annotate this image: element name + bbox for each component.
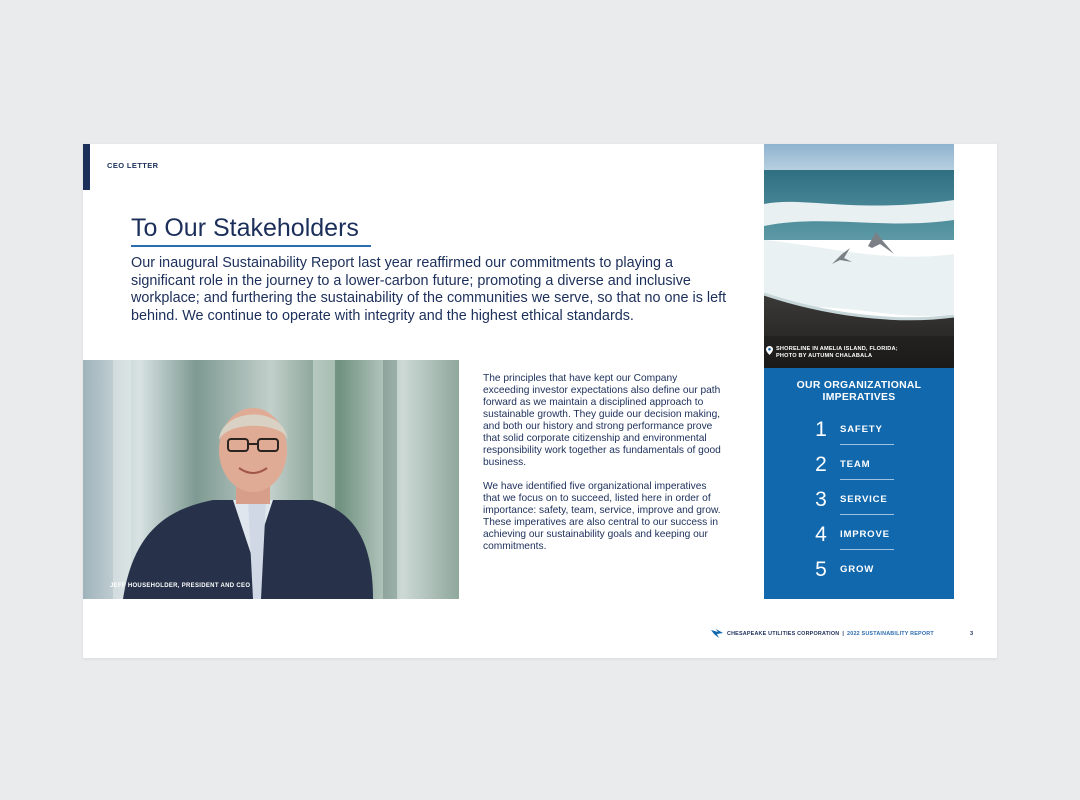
imperative-label: GROW xyxy=(840,564,875,575)
imperative-number: 1 xyxy=(815,418,827,441)
imperative-label: SERVICE xyxy=(840,494,888,505)
location-pin-icon xyxy=(766,346,773,355)
imperative-item xyxy=(814,418,894,453)
imperative-label: IMPROVE xyxy=(840,529,890,540)
title-underline xyxy=(131,245,371,247)
imperative-number: 5 xyxy=(815,558,827,581)
imperative-item xyxy=(814,523,894,558)
imperative-divider xyxy=(840,479,894,480)
shore-caption-line: SHORELINE IN AMELIA ISLAND, FLORIDA; xyxy=(776,346,898,352)
shore-caption-line: PHOTO BY AUTUMN CHALABALA xyxy=(776,353,873,359)
footer-company: CHESAPEAKE UTILITIES CORPORATION xyxy=(727,630,840,637)
imperative-item xyxy=(814,453,894,488)
page-footer xyxy=(711,629,934,638)
report-page xyxy=(83,144,997,658)
imperatives-heading xyxy=(764,380,954,404)
imperatives-heading-line: OUR ORGANIZATIONAL xyxy=(796,380,922,391)
intro-paragraph: Our inaugural Sustainability Report last year reaffirmed our commitments to playing a significant role in the journey to a lower-carbon future; promoting a diverse and inclusive workplace; and furthering the sustainability of the communities we serve, so that no one is left behind. We continue to operate with integrity and the highest ethical standards. xyxy=(131,255,727,324)
imperatives-heading-line: IMPERATIVES xyxy=(822,392,896,403)
body-text xyxy=(483,373,723,565)
shoreline-photo xyxy=(764,144,954,368)
section-label: CEO LETTER xyxy=(107,161,159,170)
section-marker xyxy=(83,144,90,190)
body-paragraph: The principles that have kept our Company exceeding investor expectations also define our path forward as we maintain a disciplined approach to sustainable growth. They guide our decision making, and both our history and strong performance prove that solid corporate citizenship and environmental responsibility work together as fundamentals of good business. xyxy=(483,373,721,468)
imperative-number: 3 xyxy=(815,488,827,511)
page-number: 3 xyxy=(970,631,974,637)
imperatives-panel xyxy=(764,368,954,599)
footer-separator: | xyxy=(842,630,845,637)
imperative-number: 4 xyxy=(815,523,827,546)
imperative-divider xyxy=(840,549,894,550)
ceo-photo xyxy=(83,360,459,599)
imperative-divider xyxy=(840,444,894,445)
footer-report-title: 2022 SUSTAINABILITY REPORT xyxy=(847,630,934,637)
imperative-item xyxy=(814,488,894,523)
body-paragraph: We have identified five organizational imperatives that we focus on to succeed, listed here in order of importance: safety, team, service, improve and grow. These imperatives are also central to our success in achieving our sustainability goals and keeping our commitments. xyxy=(483,481,721,552)
imperative-number: 2 xyxy=(815,453,827,476)
imperative-divider xyxy=(840,514,894,515)
shore-caption xyxy=(776,346,898,360)
company-logo-icon xyxy=(711,629,723,638)
imperative-label: SAFETY xyxy=(840,424,883,435)
shoreline-image xyxy=(764,144,954,368)
imperative-item xyxy=(814,558,894,593)
imperative-label: TEAM xyxy=(840,459,871,470)
sidebar xyxy=(764,144,954,599)
ceo-portrait-image xyxy=(83,360,459,599)
page-title: To Our Stakeholders xyxy=(131,214,359,242)
photo-caption: JEFF HOUSEHOLDER, PRESIDENT AND CEO xyxy=(110,583,251,589)
imperatives-list xyxy=(814,418,894,593)
